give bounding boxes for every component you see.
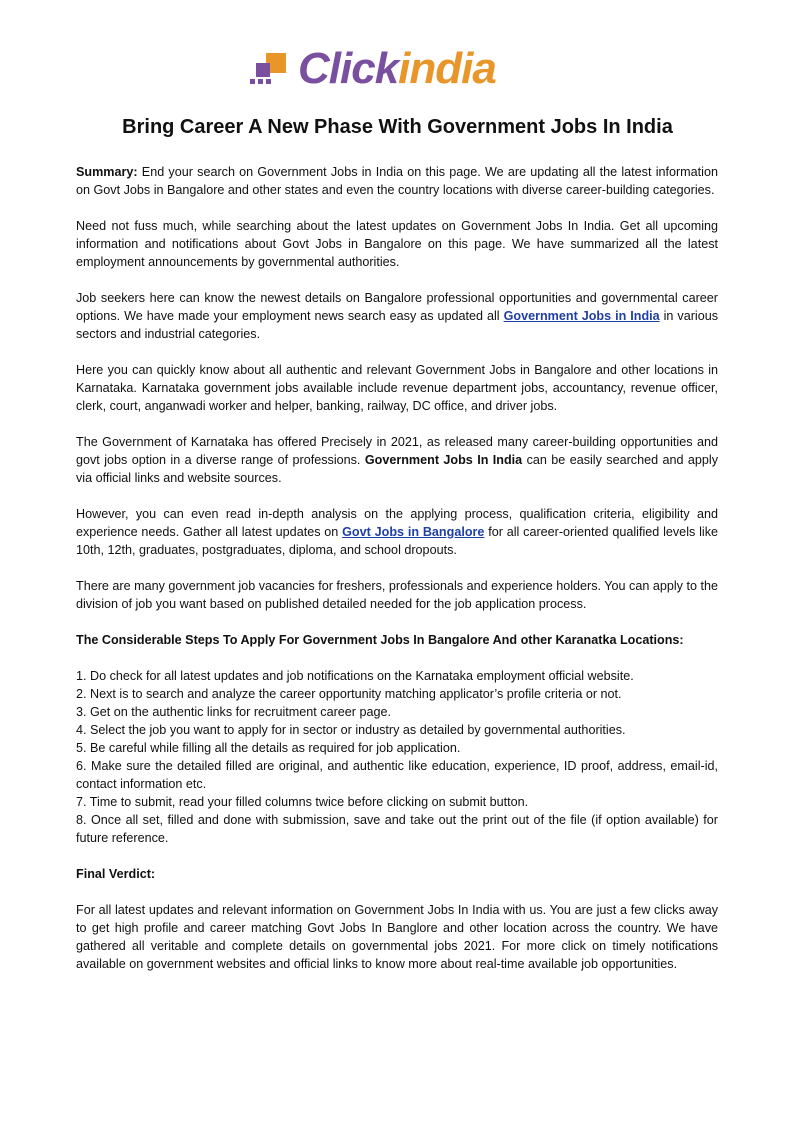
govt-jobs-india-link[interactable]: Government Jobs in India bbox=[503, 309, 660, 323]
article-body bbox=[76, 163, 718, 991]
bold-text: Government Jobs In India bbox=[364, 453, 523, 467]
text: Job seekers here can know the newest details on Bangalore professional opportunities and governmental career options. We have made your employment news search easy as updated all bbox=[76, 291, 718, 323]
text: The Government of Karnataka has offered Precisely in 2021, as released many career-building opportunities and govt jobs option in a diverse range of professions. bbox=[76, 435, 718, 467]
paragraph bbox=[76, 505, 718, 559]
steps-heading bbox=[76, 631, 718, 649]
list-item: 8. Once all set, filled and done with submission, save and take out the print out of the file (if option available) for future reference. bbox=[76, 813, 718, 845]
list-item: 7. Time to submit, read your filled columns twice before clicking on submit button. bbox=[76, 795, 529, 809]
summary-paragraph bbox=[76, 163, 718, 199]
list-item: 1. Do check for all latest updates and job notifications on the Karnataka employment official website. bbox=[76, 669, 634, 683]
paragraph: There are many government job vacancies for freshers, professionals and experience holders. You can apply to the division of job you want based on published detailed needed for the job application process. bbox=[76, 579, 718, 611]
text: can be easily searched and apply via official links and website sources. bbox=[76, 453, 719, 485]
steps-list bbox=[76, 667, 718, 847]
list-item: 3. Get on the authentic links for recruitment career page. bbox=[76, 705, 392, 719]
list-item: 2. Next is to search and analyze the career opportunity matching applicator’s profile criteria or not. bbox=[76, 687, 622, 701]
list-item: 5. Be careful while filling all the details as required for job application. bbox=[76, 741, 461, 755]
summary-text: End your search on Government Jobs in India on this page. We are updating all the latest information on Govt Jobs in Bangalore and other states and even the country locations with diverse career-building categories. bbox=[76, 165, 718, 197]
logo-text-india: india bbox=[398, 44, 496, 93]
text: for all career-oriented qualified levels like 10th, 12th, graduates, postgraduates, diploma, and school dropouts. bbox=[76, 525, 718, 557]
clickindia-logo bbox=[250, 46, 496, 92]
paragraph: Need not fuss much, while searching about the latest updates on Government Jobs In India. Get all upcoming information and notifications about Govt Jobs in Bangalore on this page. We have summarized all the latest employment announcements by governmental authorities. bbox=[76, 219, 718, 269]
summary-label: Summary: bbox=[76, 165, 138, 179]
page-title: Bring Career A New Phase With Government Jobs In India bbox=[122, 116, 673, 138]
text: in various sectors and industrial categories. bbox=[76, 309, 719, 341]
list-item: 4. Select the job you want to apply for in sector or industry as detailed by governmental authorities. bbox=[76, 723, 626, 737]
paragraph bbox=[76, 433, 718, 487]
verdict-paragraph: For all latest updates and relevant information on Government Jobs In India with us. You are just a few clicks away to get high profile and career matching Govt Jobs In Banglore and other location across the country. We have gathered all veritable and complete details on governmental jobs 2021. For more click on timely notifications available on government websites and official links to know more about real-time available job opportunities. bbox=[76, 903, 718, 971]
govt-jobs-bangalore-link[interactable]: Govt Jobs in Bangalore bbox=[342, 525, 485, 539]
list-item: 6. Make sure the detailed filled are original, and authentic like education, experience, ID proof, address, email-id, contact information etc. bbox=[76, 759, 718, 791]
text: However, you can even read in-depth analysis on the applying process, qualification criteria, eligibility and experience needs. Gather all latest updates on bbox=[76, 507, 718, 539]
verdict-heading bbox=[76, 865, 718, 883]
logo-squares-icon bbox=[250, 49, 290, 89]
paragraph bbox=[76, 289, 718, 343]
paragraph: Here you can quickly know about all authentic and relevant Government Jobs in Bangalore and other locations in Karnataka. Karnataka government jobs available include revenue department jobs, accountancy, revenue officer, clerk, court, anganwadi worker and helper, banking, railway, DC office, and driver jobs. bbox=[76, 363, 718, 413]
logo-text-click: Click bbox=[298, 44, 399, 93]
steps-heading-text: The Considerable Steps To Apply For Government Jobs In Bangalore And other Karanatka Locations: bbox=[76, 633, 684, 647]
verdict-heading-text: Final Verdict: bbox=[76, 867, 156, 881]
